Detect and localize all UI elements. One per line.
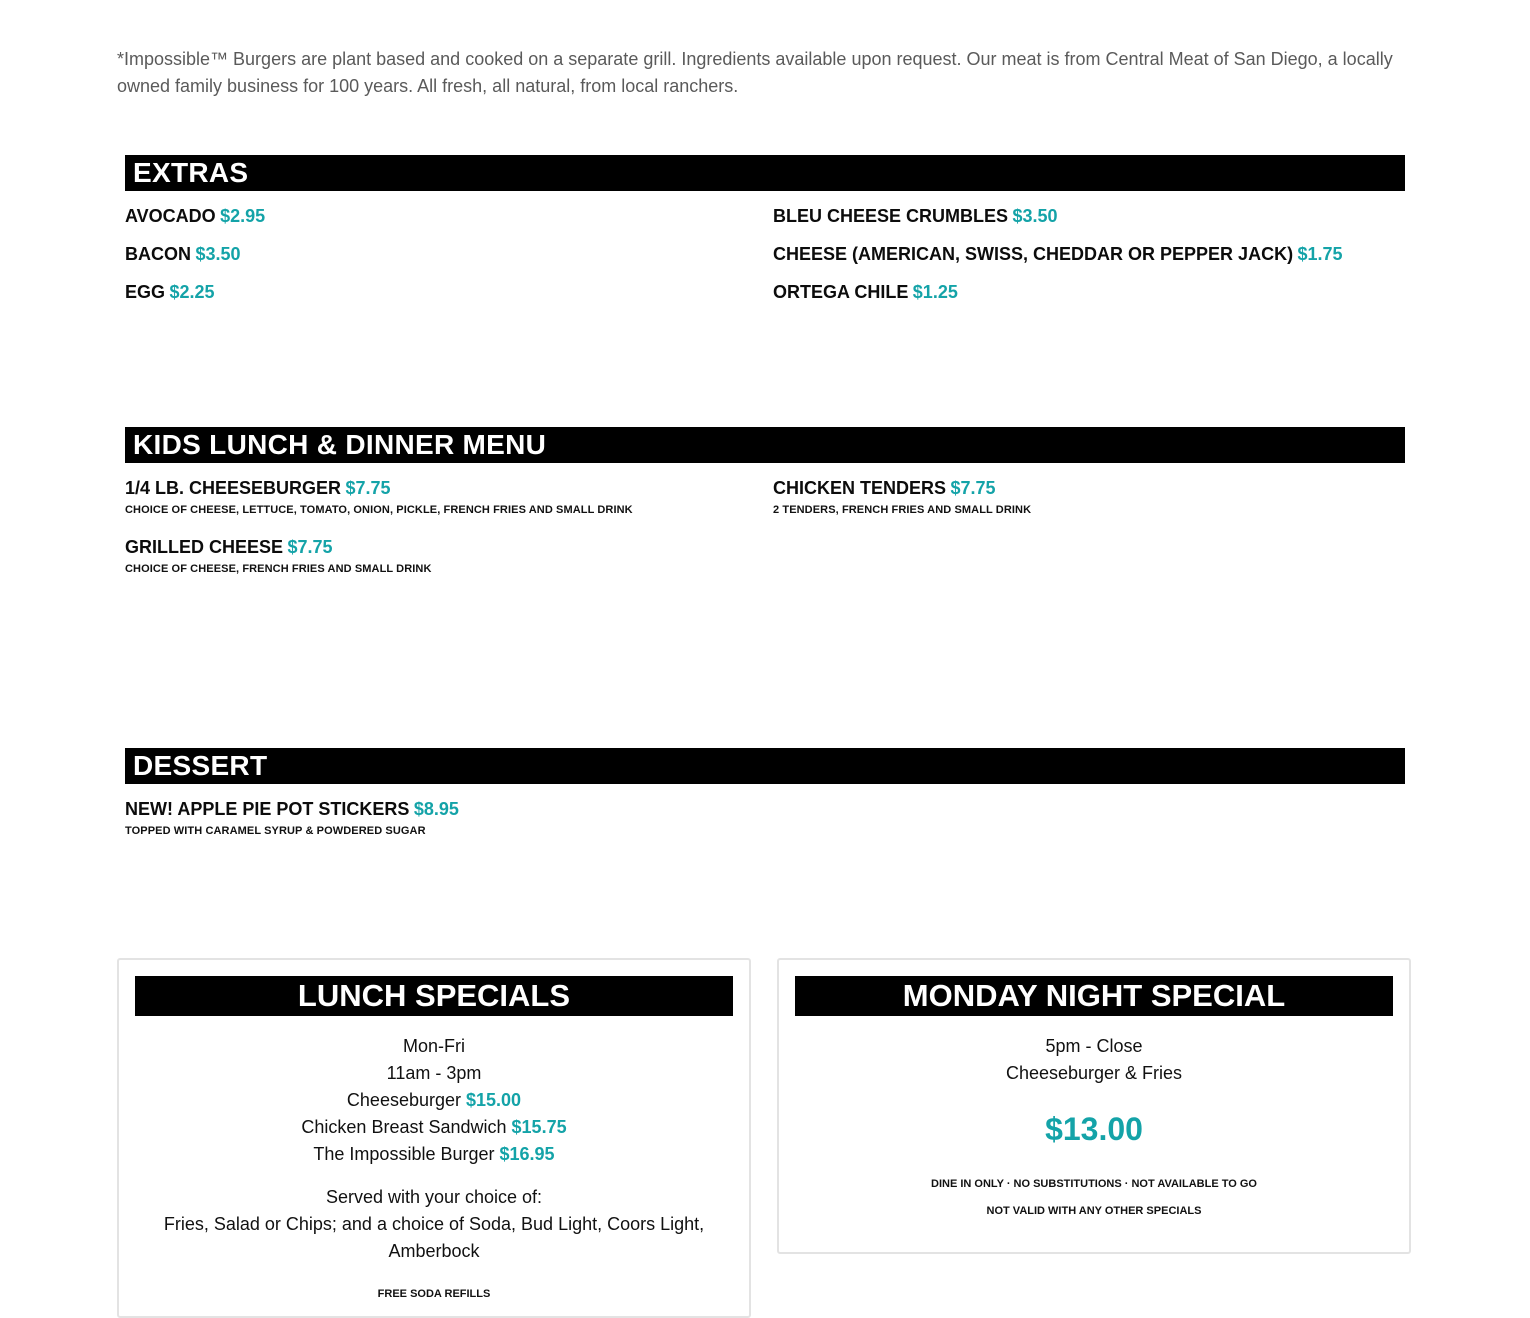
item-price: $8.95 bbox=[413, 799, 459, 819]
served-with-text: Fries, Salad or Chips; and a choice of Soda, Bud Light, Coors Light, Amberbock bbox=[163, 1214, 705, 1261]
special-item-price: $15.00 bbox=[466, 1090, 522, 1110]
item-name: BACON bbox=[125, 244, 191, 264]
item-price: $1.25 bbox=[912, 282, 958, 302]
item-price: $7.75 bbox=[287, 537, 333, 557]
item-name: GRILLED CHEESE bbox=[125, 537, 284, 557]
special-item bbox=[159, 1141, 709, 1168]
item-description: TOPPED WITH CARAMEL SYRUP & POWDERED SUGAR bbox=[125, 825, 426, 837]
item-name: EGG bbox=[125, 282, 166, 302]
item-description: 2 TENDERS, FRENCH FRIES AND SMALL DRINK bbox=[773, 504, 1032, 516]
menu-item bbox=[773, 206, 1058, 227]
item-name: BLEU CHEESE CRUMBLES bbox=[773, 206, 1009, 226]
monday-item: Cheeseburger & Fries bbox=[1005, 1063, 1183, 1083]
menu-item bbox=[125, 244, 241, 265]
item-name: CHEESE (AMERICAN, SWISS, CHEDDAR OR PEPPER JACK) bbox=[773, 244, 1294, 264]
item-name: ORTEGA CHILE bbox=[773, 282, 909, 302]
monday-special-card bbox=[777, 958, 1411, 1254]
item-price: $2.25 bbox=[169, 282, 215, 302]
menu-item bbox=[125, 282, 215, 303]
monday-price: $13.00 bbox=[1045, 1111, 1143, 1147]
extras-heading: EXTRAS bbox=[125, 155, 1405, 191]
menu-item bbox=[773, 478, 1031, 516]
item-name: CHICKEN TENDERS bbox=[773, 478, 947, 498]
item-price: $7.75 bbox=[950, 478, 996, 498]
monday-validity-note: NOT VALID WITH ANY OTHER SPECIALS bbox=[986, 1205, 1202, 1217]
item-price: $1.75 bbox=[1297, 244, 1343, 264]
monday-special-title: MONDAY NIGHT SPECIAL bbox=[795, 976, 1393, 1016]
special-item-price: $16.95 bbox=[499, 1144, 555, 1164]
free-refills-note: FREE SODA REFILLS bbox=[377, 1288, 491, 1300]
lunch-specials-card bbox=[117, 958, 751, 1318]
special-item-name: Chicken Breast Sandwich bbox=[301, 1117, 507, 1137]
item-description: CHOICE OF CHEESE, LETTUCE, TOMATO, ONION, PICKLE, FRENCH FRIES AND SMALL DRINK bbox=[125, 504, 633, 516]
item-price: $3.50 bbox=[1012, 206, 1058, 226]
menu-item bbox=[125, 206, 265, 227]
item-name: NEW! APPLE PIE POT STICKERS bbox=[125, 799, 410, 819]
item-price: $2.95 bbox=[220, 206, 266, 226]
lunch-hours: 11am - 3pm bbox=[386, 1063, 482, 1083]
served-with-label: Served with your choice of: bbox=[325, 1187, 543, 1207]
menu-item bbox=[125, 799, 459, 837]
menu-item bbox=[125, 478, 633, 516]
special-item-name: The Impossible Burger bbox=[313, 1144, 495, 1164]
lunch-specials-title: LUNCH SPECIALS bbox=[135, 976, 733, 1016]
kids-menu-heading: KIDS LUNCH & DINNER MENU bbox=[125, 427, 1405, 463]
menu-item bbox=[773, 282, 958, 303]
special-item-name: Cheeseburger bbox=[346, 1090, 461, 1110]
lunch-days: Mon-Fri bbox=[403, 1036, 465, 1056]
item-price: $7.75 bbox=[345, 478, 391, 498]
monday-hours: 5pm - Close bbox=[1045, 1036, 1143, 1056]
item-name: 1/4 LB. CHEESEBURGER bbox=[125, 478, 342, 498]
special-item bbox=[159, 1087, 709, 1114]
item-price: $3.50 bbox=[195, 244, 241, 264]
menu-item bbox=[125, 537, 432, 575]
special-item bbox=[159, 1114, 709, 1141]
item-name: AVOCADO bbox=[125, 206, 216, 226]
item-description: CHOICE OF CHEESE, FRENCH FRIES AND SMALL DRINK bbox=[125, 563, 432, 575]
menu-item bbox=[773, 244, 1343, 265]
special-item-price: $15.75 bbox=[511, 1117, 567, 1137]
dessert-heading: DESSERT bbox=[125, 748, 1405, 784]
monday-restriction-note: DINE IN ONLY · NO SUBSTITUTIONS · NOT AVAILABLE TO GO bbox=[931, 1178, 1257, 1190]
menu-note: *Impossible™ Burgers are plant based and cooked on a separate grill. Ingredients available upon request. Our meat is from Central Meat of San Diego, a locally owned family business for 100 years. All fresh, all natural, from local ranchers. bbox=[117, 49, 1393, 96]
